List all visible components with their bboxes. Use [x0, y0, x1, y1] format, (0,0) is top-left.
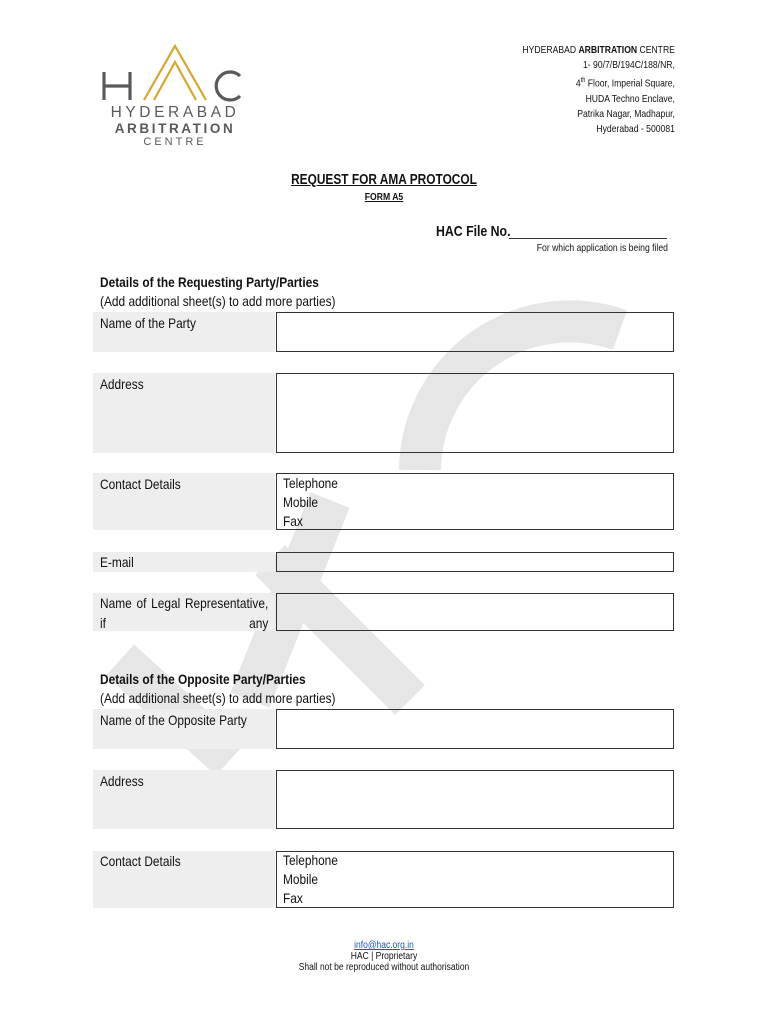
party-mobile-label: Mobile — [283, 494, 319, 510]
opposite-note: (Add additional sheet(s) to add more parties) — [100, 690, 336, 706]
form-subtitle: FORM A5 — [364, 191, 404, 203]
party-name-field[interactable] — [276, 312, 674, 352]
legal-rep-label: Name of Legal Representative, if any — [100, 595, 269, 631]
opposite-mobile-label: Mobile — [283, 871, 319, 887]
logo-line-centre: CENTRE — [143, 136, 207, 148]
address-org: HYDERABAD ARBITRATION CENTRE — [522, 44, 675, 56]
file-no-note: For which application is being filed — [536, 242, 668, 254]
footer-proprietary: HAC | Proprietary — [350, 951, 418, 962]
address-line-4: Patrika Nagar, Madhapur, — [577, 107, 675, 120]
party-telephone-label: Telephone — [283, 475, 338, 491]
party-email-field[interactable] — [276, 552, 674, 572]
opposite-name-label: Name of the Opposite Party — [100, 712, 247, 728]
file-no-label: HAC File No. — [436, 223, 511, 240]
form-title: REQUEST FOR AMA PROTOCOL — [291, 172, 477, 188]
address-line-1: 1- 90/7/B/194C/188/NR, — [583, 59, 675, 71]
footer-copyright: Shall not be reproduced without authorisation — [298, 962, 470, 973]
legal-rep-field[interactable] — [276, 593, 674, 631]
footer — [0, 940, 768, 973]
file-no-input-line[interactable] — [509, 238, 667, 239]
logo-line-hyderabad: HYDERABAD — [110, 104, 240, 121]
requesting-note: (Add additional sheet(s) to add more parties) — [100, 293, 336, 309]
party-fax-label: Fax — [283, 513, 303, 529]
address-line-5: Hyderabad - 500081 — [596, 122, 675, 135]
party-address-label: Address — [100, 376, 144, 392]
opposite-fax-label: Fax — [283, 890, 303, 906]
party-email-label: E-mail — [100, 554, 134, 570]
party-address-field[interactable] — [276, 373, 674, 453]
address-line-3: HUDA Techno Enclave, — [585, 92, 675, 105]
opposite-telephone-label: Telephone — [283, 852, 338, 868]
party-name-label: Name of the Party — [100, 315, 196, 331]
logo-line-arbitration: ARBITRATION — [114, 121, 236, 136]
opposite-address-field[interactable] — [276, 770, 674, 829]
hac-logo — [100, 22, 250, 148]
address-line-2: 4th Floor, Imperial Square, — [575, 77, 675, 90]
opposite-contact-label: Contact Details — [100, 853, 181, 869]
opposite-heading: Details of the Opposite Party/Parties — [100, 671, 306, 687]
opposite-name-field[interactable] — [276, 709, 674, 749]
footer-email-link[interactable]: info@hac.org.in — [354, 940, 414, 951]
address-block — [523, 43, 675, 137]
opposite-address-label: Address — [100, 773, 144, 789]
hac-logo-mark — [100, 42, 250, 104]
party-contact-label: Contact Details — [100, 476, 181, 492]
requesting-heading: Details of the Requesting Party/Parties — [100, 274, 319, 290]
